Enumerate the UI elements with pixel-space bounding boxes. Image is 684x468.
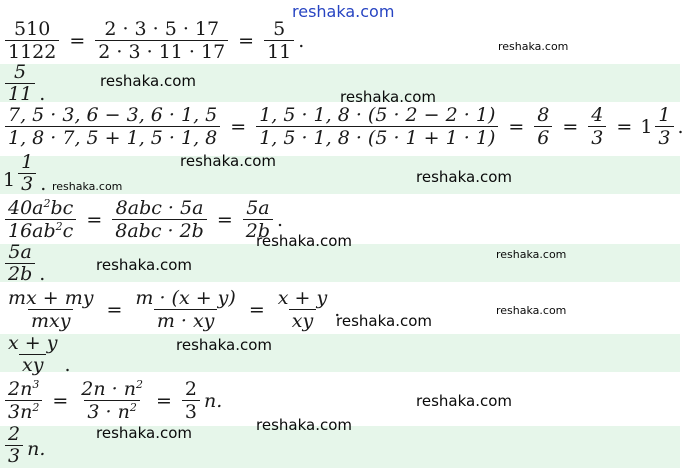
equation-5: $\frac{2n^3}{3n^2}$ = $\frac{2n \cdot n^2}{3 \cdot n^2}$ = $\frac{2}{3}$ n. [3, 378, 222, 423]
watermark: reshaka.com [496, 248, 567, 261]
watermark: reshaka.com [336, 312, 432, 330]
answer-3: $\frac{5a}{2b}$ . [3, 242, 45, 285]
watermark: reshaka.com [256, 232, 352, 250]
answer-1: $\frac{5}{11}$ . [3, 62, 45, 105]
watermark: reshaka.com [256, 416, 352, 434]
equation-3: $\frac{40a^2bc}{16ab^2c}$ = $\frac{\text{8abc · 5a}}{\text{8abc · 2b}}$ = $\frac{5a}{2b}$ . [3, 197, 283, 242]
answer-2: 1 $\frac{1}{3}$ . [3, 151, 47, 195]
watermark: reshaka.com [96, 256, 192, 274]
watermark: reshaka.com [96, 424, 192, 442]
answer-4: $\frac{x + y}{xy}$ . [8, 332, 71, 376]
answer-5: $\frac{2}{3}$ n. [3, 424, 45, 467]
watermark: reshaka.com [416, 392, 512, 410]
watermark: reshaka.com [496, 304, 567, 317]
equation-4: $\frac{mx + my}{\text{mxy}}$ = $\frac{m \cdot (x + y)}{m \cdot xy}$ = $\frac{x + y}{xy}$ . [8, 287, 341, 332]
watermark: reshaka.com [100, 72, 196, 90]
watermark: reshaka.com [180, 152, 276, 170]
site-logo[interactable]: reshaka.com [292, 2, 395, 21]
watermark: reshaka.com [52, 180, 123, 193]
watermark: reshaka.com [416, 168, 512, 186]
equation-1: $\frac{510}{1122}$ = $\frac{2 \cdot 3 \cdot 5 \cdot 17}{2 \cdot 3 \cdot 11 \cdot 17}$ = $\frac{5}{11}$ . [3, 18, 304, 63]
watermark: reshaka.com [340, 88, 436, 106]
watermark: reshaka.com [498, 40, 569, 53]
answer-band-4 [0, 334, 680, 372]
equation-2: $\frac{7, 5 \cdot 3, 6 - 3, 6 \cdot 1, 5}{1, 8 \cdot 7, 5 + 1, 5 \cdot 1, 8}$ = $\frac{1, 5 \cdot 1, 8 \cdot (5 \cdot 2 - 2 \cdot 1)}{1, 5 \cdot 1, 8 \cdot (5 \cdot 1 + 1 \cdot 1)}$ = $\frac{8}{6}$ = $\frac{4}{3}$ = 1 $\frac{1}{3}$ . [3, 104, 684, 149]
watermark: reshaka.com [176, 336, 272, 354]
